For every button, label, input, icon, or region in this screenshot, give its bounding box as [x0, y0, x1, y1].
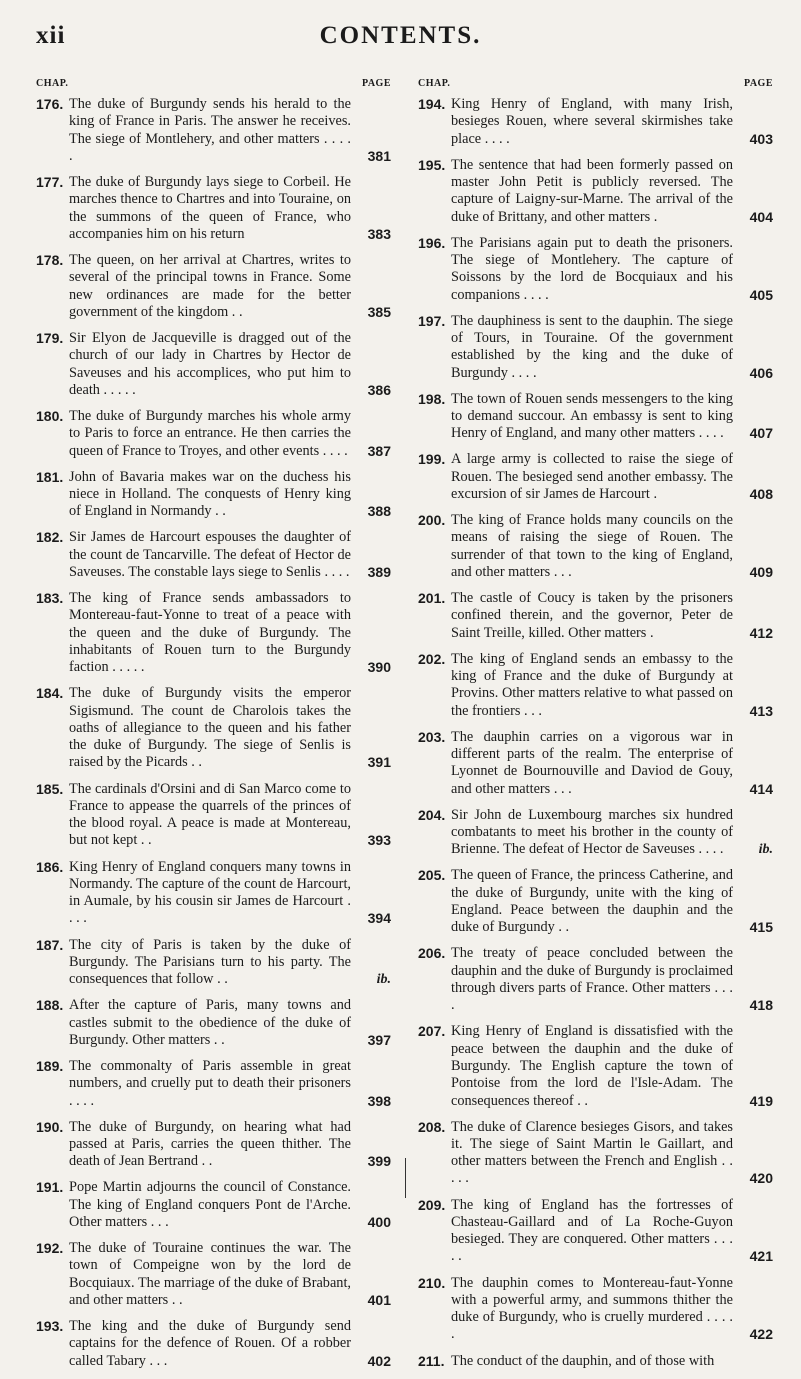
column-rule — [405, 1158, 406, 1198]
page-number: 414 — [749, 780, 773, 797]
toc-entry — [418, 1119, 773, 1188]
chapter-list — [36, 96, 391, 1370]
toc-entry — [36, 1179, 391, 1231]
chapter-summary: The castle of Coucy is taken by the prisoners confined therein, and the governor, Peter de Saint Treille, killed. Other matters . — [451, 590, 733, 641]
chapter-number: 181. — [36, 468, 64, 485]
chapter-summary: King Henry of England is dissatisfied with the peace between the dauphin and the duke of Burgundy. The English capture the town of Pontoise from the lord de l'Isle-Adam. The consequences thereof . . — [451, 1023, 733, 1109]
toc-entry — [418, 1353, 773, 1370]
chapter-number: 209. — [418, 1196, 446, 1213]
toc-entry — [418, 867, 773, 936]
toc-entry — [36, 781, 391, 850]
chapter-summary: Sir John de Luxembourg marches six hundred combatants to meet his brother in the county of Brienne. The defeat of Hector de Saveuses . . . . — [451, 806, 733, 858]
page-number: 408 — [749, 485, 773, 502]
toc-entry — [418, 807, 773, 859]
chapter-summary: A large army is collected to raise the siege of Rouen. The besieged send another embassy. The excursion of sir James de Harcourt . — [451, 451, 733, 502]
page-number: 393 — [367, 832, 391, 849]
chapter-number: 204. — [418, 806, 446, 823]
toc-entry — [418, 1023, 773, 1109]
chapter-number: 195. — [418, 156, 446, 173]
chapter-summary: Sir Elyon de Jacqueville is dragged out of the church of our lady in Chartres by Hector de Saveuses and his accomplices, who put him to death . . . . . — [69, 329, 351, 398]
toc-entry — [36, 1119, 391, 1171]
chapter-number: 188. — [36, 997, 64, 1014]
toc-entry — [36, 330, 391, 399]
toc-entry — [36, 1318, 391, 1370]
chapter-summary: The duke of Clarence besieges Gisors, and takes it. The siege of Saint Martin le Gaillart, and other matters between the French and English . . . . . — [451, 1118, 733, 1187]
chapter-summary: The duke of Touraine continues the war. The town of Compeigne won by the lord de Bocquiaux. The marriage of the duke of Brabant, and other matters . . — [69, 1239, 351, 1308]
chapter-summary: King Henry of England conquers many towns in Normandy. The capture of the count de Harcourt, in Aumale, by his cousin sir James de Harcourt . . . . — [69, 858, 351, 927]
page-number: 405 — [749, 286, 773, 303]
page-number: 421 — [749, 1248, 773, 1265]
chapter-number: 202. — [418, 650, 446, 667]
chapter-number: 178. — [36, 251, 64, 268]
toc-entry — [418, 235, 773, 304]
chapter-summary: The commonalty of Paris assemble in great numbers, and cruelly put to death their prisoners . . . . — [69, 1057, 351, 1109]
page-number: 418 — [749, 997, 773, 1014]
page-folio: xii — [36, 22, 66, 49]
page-number: 413 — [749, 702, 773, 719]
running-head — [0, 22, 801, 62]
page-label: PAGE — [361, 78, 391, 89]
page-title: CONTENTS. — [319, 22, 482, 49]
chapter-summary: The town of Rouen sends messengers to the king to demand succour. An embassy is sent to king Henry of England, and many other matters . . . . — [451, 390, 733, 442]
chapter-summary: The dauphin comes to Montereau-faut-Yonne with a powerful army, and summons thither the duke of Burgundy, who is cruelly murdered . . . . . — [451, 1274, 733, 1343]
chapter-list — [418, 96, 773, 1370]
page-number: 401 — [367, 1291, 391, 1308]
page-number: 386 — [367, 381, 391, 398]
toc-entry — [36, 408, 391, 460]
page-number: 389 — [367, 563, 391, 580]
page-number: 390 — [367, 659, 391, 676]
chapter-summary: The king of France sends ambassadors to Montereau-faut-Yonne to treat of a peace with the queen and the duke of Burgundy. The inhabitants of Rouen turn to the Burgundy faction . . . . . — [69, 590, 351, 676]
page-number: 398 — [367, 1092, 391, 1109]
chapter-number: 194. — [418, 96, 446, 112]
toc-entry — [36, 1058, 391, 1110]
chapter-number: 180. — [36, 407, 64, 424]
toc-entry — [36, 174, 391, 243]
page-number: 404 — [749, 208, 773, 225]
chapter-summary: The king of England sends an embassy to the king of France and the duke of Burgundy at Provins. Other matters relative to what passed on the frontiers . . . — [451, 650, 733, 719]
chapter-number: 179. — [36, 329, 64, 346]
chap-label: CHAP. — [418, 78, 451, 89]
chapter-number: 201. — [418, 590, 446, 606]
column-labels — [36, 78, 391, 92]
page-number: 385 — [367, 303, 391, 320]
page-number: ib. — [376, 972, 391, 988]
page-number: 397 — [367, 1031, 391, 1048]
page-number: 419 — [749, 1092, 773, 1109]
page-number: 412 — [749, 624, 773, 641]
chapter-summary: The dauphiness is sent to the dauphin. The siege of Tours, in Touraine. Of the government established by the king and the duke of Burgundy . . . . — [451, 312, 733, 381]
chapter-summary: The queen of France, the princess Catherine, and the duke of Burgundy, unite with the king of England. Peace between the dauphin and the duke of Burgundy . . — [451, 867, 733, 936]
chapter-number: 211. — [418, 1352, 445, 1369]
page-number: 400 — [367, 1213, 391, 1230]
chapter-number: 205. — [418, 867, 446, 884]
chapter-summary: John of Bavaria makes war on the duchess his niece in Holland. The conquests of Henry king of England in Normandy . . — [69, 468, 351, 520]
chapter-summary: The duke of Burgundy, on hearing what had passed at Paris, carries the queen thither. The death of Jean Bertrand . . — [69, 1118, 351, 1170]
chapter-summary: The queen, on her arrival at Chartres, writes to several of the principal towns in France. Some new ordinances are made for the better government of the kingdom . . — [69, 251, 351, 320]
chapter-number: 177. — [36, 173, 64, 190]
page-number: 399 — [367, 1153, 391, 1170]
chapter-number: 182. — [36, 529, 64, 546]
chapter-summary: Sir James de Harcourt espouses the daughter of the count de Tancarville. The defeat of Hector de Saveuses. The constable lays siege to Senlis . . . . — [69, 529, 351, 580]
toc-entry — [36, 96, 391, 165]
chapter-summary: The city of Paris is taken by the duke of Burgundy. The Parisians turn to his party. The consequences that follow . . — [69, 936, 351, 988]
chapter-number: 200. — [418, 512, 446, 529]
chapter-number: 207. — [418, 1023, 446, 1040]
toc-entry — [418, 313, 773, 382]
page-number: 420 — [749, 1170, 773, 1187]
chapter-summary: The dauphin carries on a vigorous war in different parts of the realm. The enterprise of Lyonnet de Bournouville and Daviod de Gouy, and other matters . . . — [451, 728, 733, 797]
column-labels — [418, 78, 773, 92]
toc-entry — [36, 685, 391, 771]
chapter-summary: After the capture of Paris, many towns and castles submit to the obedience of the duke of Burgundy. Other matters . . — [69, 997, 351, 1048]
chap-label: CHAP. — [36, 78, 69, 89]
toc-entry — [36, 252, 391, 321]
chapter-number: 187. — [36, 936, 64, 953]
chapter-summary: The king of England has the fortresses of Chasteau-Gaillard and of La Roche-Guyon besieged. They are conquered. Other matters . . . . . — [451, 1196, 733, 1265]
chapter-number: 183. — [36, 590, 64, 606]
chapter-number: 189. — [36, 1057, 64, 1074]
toc-entry — [36, 859, 391, 928]
toc-entry — [418, 651, 773, 720]
right-column — [418, 78, 773, 1379]
page-number: 402 — [367, 1352, 391, 1369]
left-column — [36, 78, 391, 1379]
toc-entry — [36, 529, 391, 581]
toc-entry — [418, 451, 773, 503]
chapter-summary: Pope Martin adjourns the council of Constance. The king of England conquers Pont de l'Arche. Other matters . . . — [69, 1179, 351, 1230]
chapter-number: 191. — [36, 1179, 64, 1196]
page-number: 409 — [749, 563, 773, 580]
chapter-number: 186. — [36, 858, 64, 875]
chapter-number: 198. — [418, 390, 446, 407]
toc-entry — [418, 1197, 773, 1266]
page-number: 391 — [367, 754, 391, 771]
chapter-number: 190. — [36, 1118, 64, 1135]
page-number: 407 — [749, 425, 773, 442]
chapter-number: 197. — [418, 312, 446, 329]
chapter-summary: The cardinals d'Orsini and di San Marco come to France to appease the quarrels of the princes of the blood royal. A peace is made at Montereau, but not kept . . — [69, 780, 351, 849]
toc-entry — [36, 590, 391, 676]
page-number: 403 — [749, 130, 773, 147]
chapter-summary: The Parisians again put to death the prisoners. The siege of Montlehery. The capture of Soissons by the lord de Bocquiaux and his companions . . . . — [451, 234, 733, 303]
toc-entry — [418, 729, 773, 798]
toc-entry — [36, 937, 391, 989]
page-number: 394 — [367, 910, 391, 927]
chapter-summary: The duke of Burgundy marches his whole army to Paris to force an entrance. He then carries the queen of France to Troyes, and other events . . . . — [69, 407, 351, 459]
chapter-number: 193. — [36, 1317, 64, 1334]
chapter-summary: The king of France holds many councils on the means of raising the siege of Rouen. The surrender of that town to the king of England, and other matters . . . — [451, 512, 733, 580]
chapter-number: 184. — [36, 685, 64, 702]
toc-entry — [36, 469, 391, 521]
page-label: PAGE — [743, 78, 773, 89]
chapter-summary: King Henry of England, with many Irish, besieges Rouen, where several skirmishes take place . . . . — [451, 96, 733, 147]
toc-entry — [418, 1275, 773, 1344]
chapter-summary: The duke of Burgundy sends his herald to the king of France in Paris. The answer he receives. The siege of Montlehery, and other matters . . . . . — [69, 96, 351, 164]
toc-entry — [36, 1240, 391, 1309]
chapter-summary: The sentence that had been formerly passed on master John Petit is publicly reversed. The capture of Laigny-sur-Marne. The arrival of the duke of Brittany, and other matters . — [451, 156, 733, 225]
chapter-number: 196. — [418, 234, 446, 251]
toc-entry — [418, 945, 773, 1014]
chapter-number: 206. — [418, 945, 446, 962]
chapter-number: 192. — [36, 1239, 64, 1256]
chapter-number: 176. — [36, 96, 64, 112]
chapter-number: 203. — [418, 728, 446, 745]
page-number: ib. — [758, 842, 773, 858]
toc-entry — [418, 512, 773, 581]
page-number: 415 — [749, 919, 773, 936]
chapter-number: 208. — [418, 1118, 446, 1135]
toc-entry — [418, 157, 773, 226]
chapter-number: 210. — [418, 1274, 446, 1291]
chapter-summary: The conduct of the dauphin, and of those with — [451, 1352, 715, 1369]
page-number: 381 — [367, 147, 391, 164]
chapter-number: 185. — [36, 780, 64, 797]
chapter-summary: The king and the duke of Burgundy send captains for the defence of Rouen. Of a robber called Tabary . . . — [69, 1317, 351, 1369]
toc-entry — [36, 997, 391, 1049]
page-number: 388 — [367, 503, 391, 520]
toc-entry — [418, 590, 773, 642]
toc-entry — [418, 96, 773, 148]
toc-entry — [418, 391, 773, 443]
page-number: 422 — [749, 1326, 773, 1343]
chapter-summary: The treaty of peace concluded between the dauphin and the duke of Burgundy is proclaimed through divers parts of France. Other matters . . . . — [451, 945, 733, 1014]
page-number: 406 — [749, 364, 773, 381]
page-number: 383 — [367, 225, 391, 242]
chapter-number: 199. — [418, 451, 446, 468]
page-number: 387 — [367, 442, 391, 459]
chapter-summary: The duke of Burgundy lays siege to Corbeil. He marches thence to Chartres and into Touraine, on the summons of the queen of France, who accompanies him on his return — [69, 173, 351, 242]
chapter-summary: The duke of Burgundy visits the emperor Sigismund. The count de Charolois takes the oaths of allegiance to the queen and his father the duke of Burgundy. The siege of Senlis is raised by the Picards . . — [69, 685, 351, 771]
